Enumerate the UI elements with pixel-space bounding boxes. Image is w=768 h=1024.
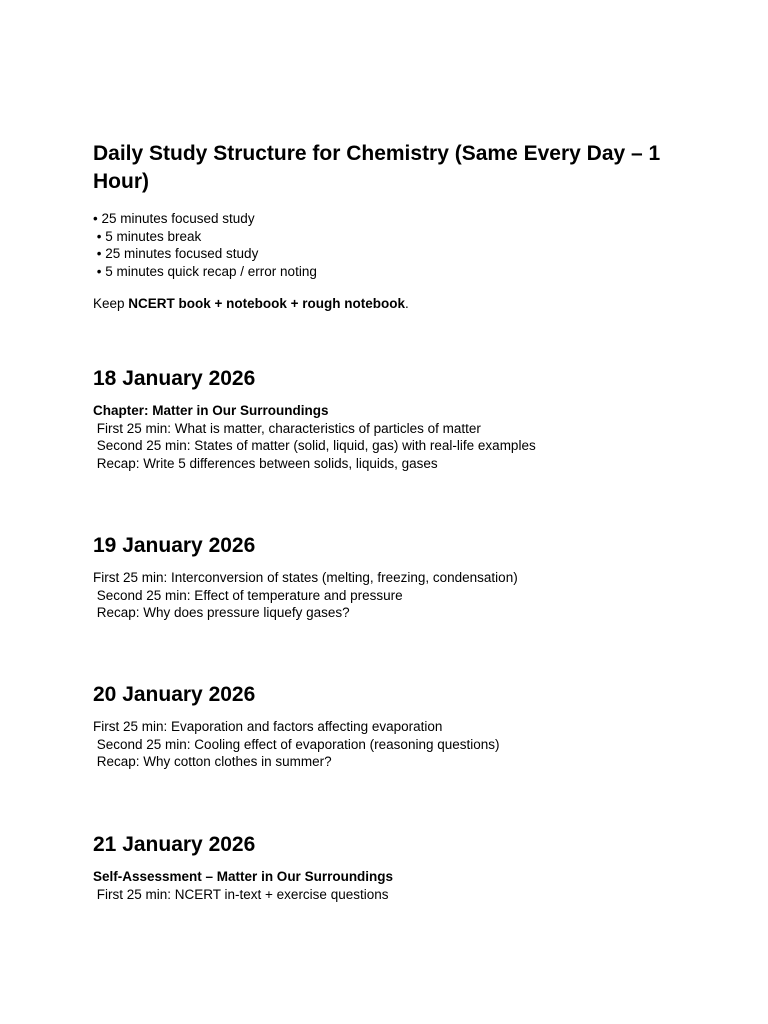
plan-line: First 25 min: What is matter, characteristics of particles of matter	[93, 420, 481, 436]
structure-item: • 5 minutes break	[93, 228, 202, 244]
materials-note	[93, 295, 683, 313]
day-section-18-jan	[93, 366, 683, 473]
plan-line: Recap: Why cotton clothes in summer?	[93, 754, 332, 770]
chapter-label: Self-Assessment – Matter in Our Surroundings	[93, 869, 394, 884]
plan-line: Recap: Why does pressure liquefy gases?	[93, 605, 350, 621]
plan-line: Second 25 min: Effect of temperature and pressure	[93, 587, 403, 603]
materials-note-prefix: Keep	[93, 295, 129, 311]
materials-note-suffix: .	[405, 295, 409, 311]
day-section-21-jan	[93, 832, 683, 903]
plan-line: First 25 min: Interconversion of states (melting, freezing, condensation)	[93, 570, 518, 585]
document-page	[93, 140, 683, 902]
document-title: Daily Study Structure for Chemistry (Same Every Day – 1 Hour)	[93, 142, 661, 193]
materials-note-bold: NCERT book + notebook + rough notebook	[128, 295, 406, 311]
structure-item: • 25 minutes focused study	[93, 246, 259, 262]
plan-line: First 25 min: NCERT in-text + exercise questions	[93, 886, 389, 902]
plan-line: First 25 min: Evaporation and factors affecting evaporation	[93, 719, 443, 734]
day-heading: 20 January 2026	[93, 683, 256, 706]
structure-item: • 25 minutes focused study	[93, 211, 255, 226]
day-section-20-jan	[93, 682, 683, 771]
day-section-19-jan	[93, 533, 683, 622]
plan-line: Recap: Write 5 differences between solids, liquids, gases	[93, 456, 438, 472]
plan-line: Second 25 min: Cooling effect of evaporation (reasoning questions)	[93, 736, 500, 752]
day-heading: 18 January 2026	[93, 367, 256, 390]
day-heading: 19 January 2026	[93, 534, 256, 557]
chapter-label: Chapter: Matter in Our Surroundings	[93, 403, 329, 418]
plan-line: Second 25 min: States of matter (solid, liquid, gas) with real-life examples	[93, 438, 536, 454]
study-structure-list	[93, 210, 683, 281]
structure-item: • 5 minutes quick recap / error noting	[93, 264, 317, 280]
day-heading: 21 January 2026	[93, 833, 256, 856]
